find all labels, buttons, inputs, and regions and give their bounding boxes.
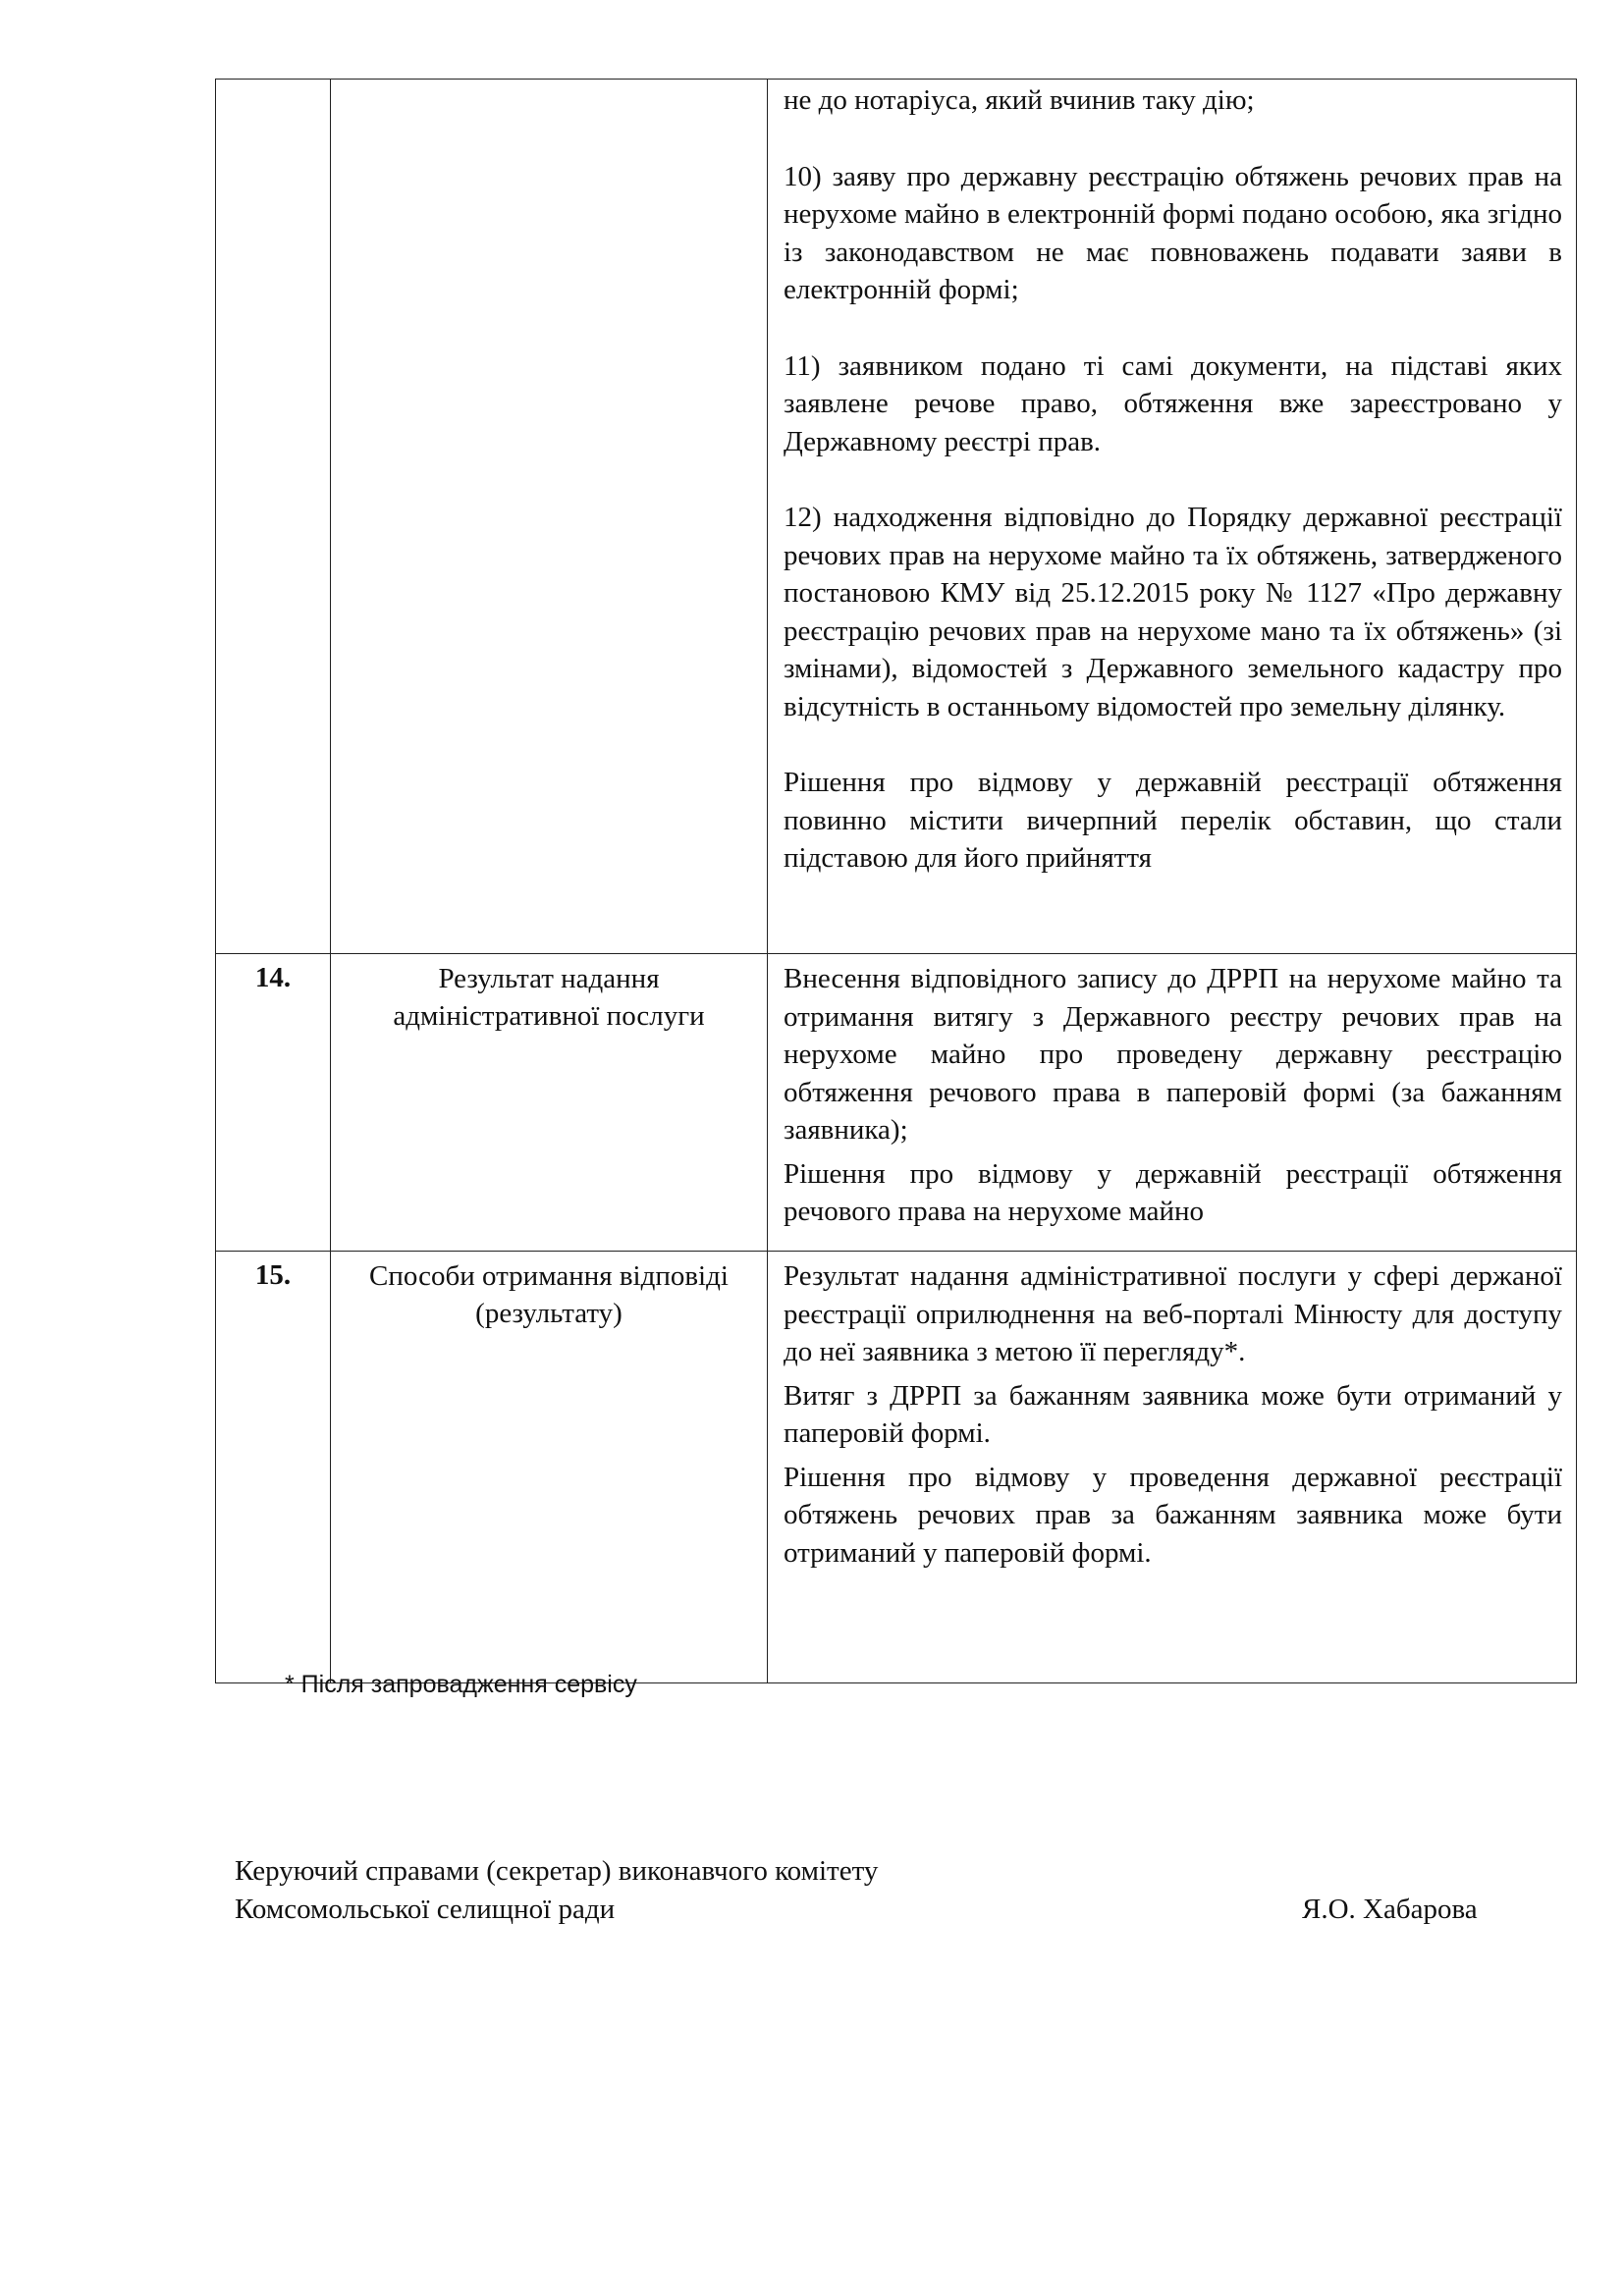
content-cell (768, 1252, 1577, 1683)
row-label: Способи отримання відповіді (результату) (331, 1252, 768, 1683)
paragraph: 11) заявником подано ті самі документи, на підставі яких заявлене речове право, обтяження вже зареєстровано у Державному реєстрі прав. (784, 349, 1562, 457)
paragraph: Витяг з ДРРП за бажанням заявника може бути отриманий у паперовій формі. (784, 1379, 1562, 1449)
row-number: 15. (216, 1252, 331, 1683)
paragraph: не до нотаріуса, який вчинив таку дію; (784, 84, 1255, 116)
signature-block (235, 1852, 878, 1929)
paragraph: 10) заяву про державну реєстрацію обтяжень речових прав на нерухоме майно в електронній формі подано особою, яка згідно із законодавством не має повноважень подавати заяви в електронній формі; (784, 160, 1562, 305)
row-label: Результат надання адміністративної послуги (331, 954, 768, 1252)
paragraph: Результат надання адміністративної послуги у сфері держаної реєстрації оприлюднення на веб-порталі Мінюсту для доступу до неї заявника з метою її перегляду*. (784, 1260, 1562, 1367)
table-row-15 (216, 1252, 1577, 1683)
table-row-14 (216, 954, 1577, 1252)
footnote: * Після запровадження сервісу (285, 1671, 637, 1698)
paragraph: Рішення про відмову у проведення державної реєстрації обтяжень речових прав за бажанням заявника може бути отриманий у паперовій формі. (784, 1461, 1562, 1569)
signature-line-1: Керуючий справами (секретар) виконавчого комітету (235, 1855, 879, 1887)
paragraph: 12) надходження відповідно до Порядку державної реєстрації речових прав на нерухоме майно та їх обтяжень, затвердженого постановою КМУ від 25.12.2015 року № 1127 «Про державну реєстрацію речових прав на нерухоме мано та їх обтяжень» (зі змінами), відомостей з Державного земельного кадастру про відсутність в останньому відомостей про земельну ділянку. (784, 502, 1562, 722)
content-cell (768, 954, 1577, 1252)
signature-line-2: Комсомольської селищної ради (235, 1894, 616, 1925)
label-cell (331, 80, 768, 954)
content-cell (768, 80, 1577, 954)
table-row-continued (216, 80, 1577, 954)
paragraph: Внесення відповідного запису до ДРРП на нерухоме майно та отримання витягу з Державного реєстру речових прав на нерухоме майно про проведену державну реєстрацію обтяження речового права в паперовій формі (за бажанням заявника); (784, 963, 1562, 1146)
number-cell (216, 80, 331, 954)
services-table (215, 79, 1577, 1683)
signatory-name: Я.О. Хабарова (1302, 1894, 1478, 1925)
paragraph: Рішення про відмову у державній реєстрації обтяження речового права на нерухоме майно (784, 1157, 1562, 1227)
paragraph: Рішення про відмову у державній реєстрації обтяження повинно містити вичерпний перелік обставин, що стали підставою для його прийняття (784, 767, 1562, 874)
row-number: 14. (216, 954, 331, 1252)
